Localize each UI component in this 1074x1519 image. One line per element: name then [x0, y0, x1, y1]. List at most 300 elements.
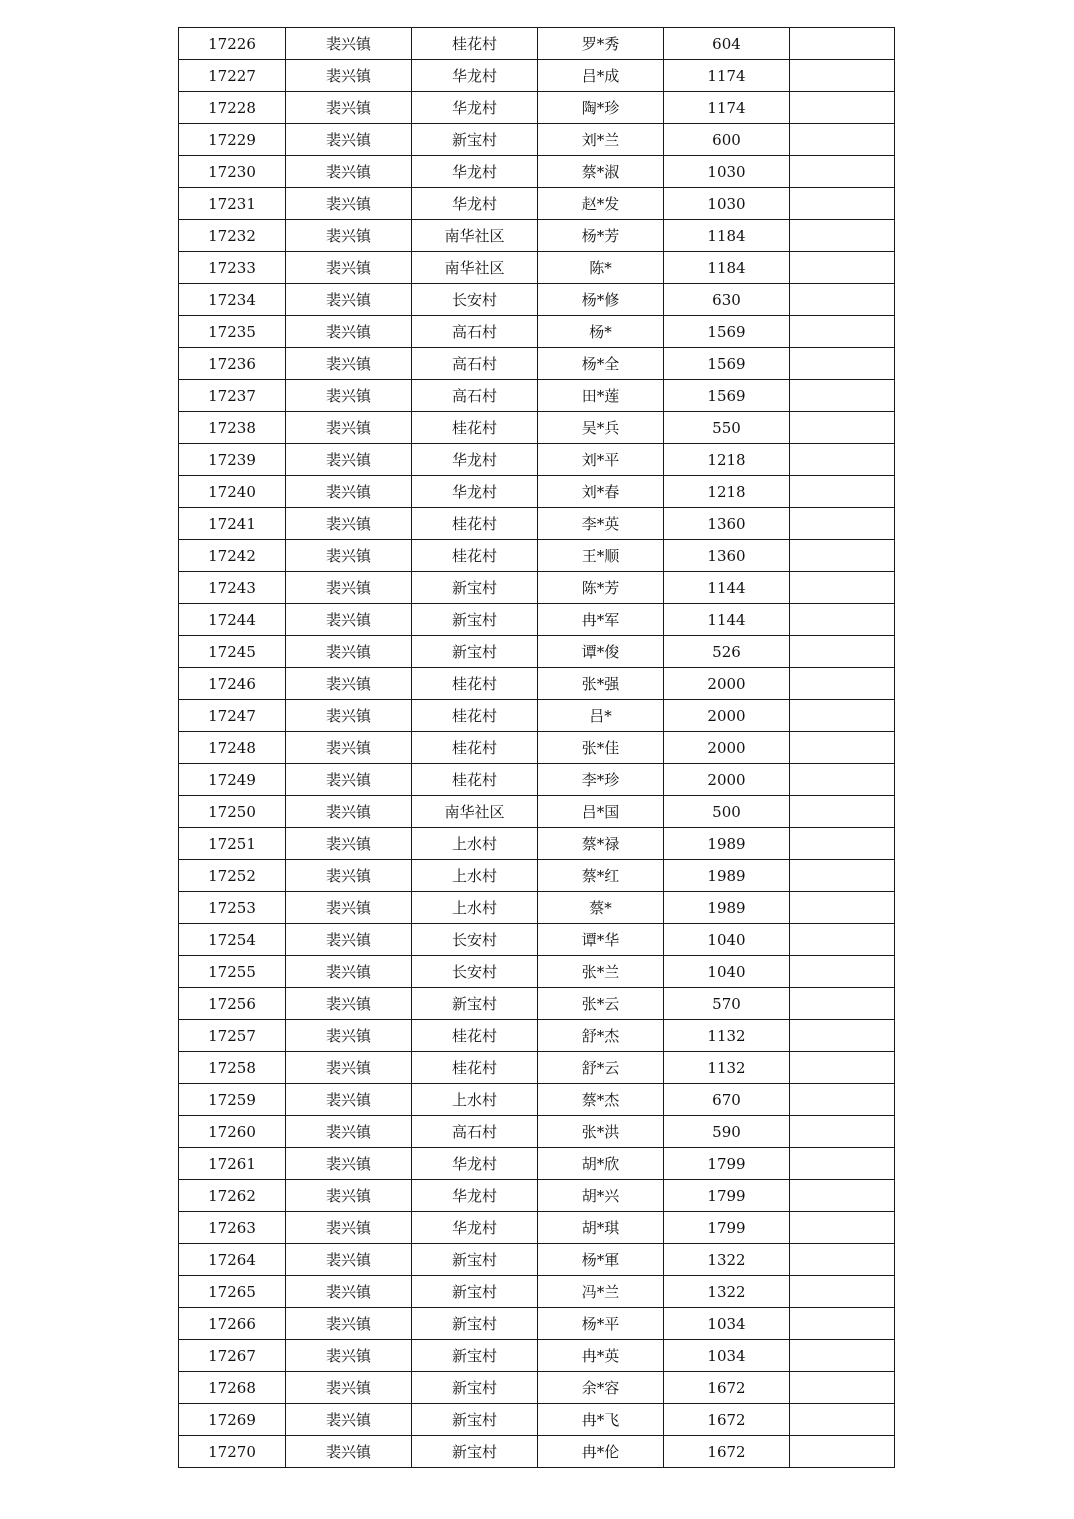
town-cell: 裴兴镇: [286, 220, 412, 252]
note-cell: [790, 380, 895, 412]
name-cell: 蔡*杰: [538, 1084, 664, 1116]
village-cell: 华龙村: [412, 444, 538, 476]
table-row: [179, 604, 895, 636]
name-cell: 胡*琪: [538, 1212, 664, 1244]
town-cell: 裴兴镇: [286, 92, 412, 124]
row-id-cell: 17238: [179, 412, 286, 444]
village-cell: 新宝村: [412, 988, 538, 1020]
town-cell: 裴兴镇: [286, 1020, 412, 1052]
table-row: [179, 1084, 895, 1116]
table-row: [179, 796, 895, 828]
village-cell: 高石村: [412, 348, 538, 380]
town-cell: 裴兴镇: [286, 1084, 412, 1116]
table-row: [179, 476, 895, 508]
name-cell: 冉*伦: [538, 1436, 664, 1468]
name-cell: 罗*秀: [538, 28, 664, 60]
row-id-cell: 17243: [179, 572, 286, 604]
note-cell: [790, 540, 895, 572]
amount-cell: 1989: [664, 892, 790, 924]
town-cell: 裴兴镇: [286, 636, 412, 668]
note-cell: [790, 604, 895, 636]
town-cell: 裴兴镇: [286, 1436, 412, 1468]
table-row: [179, 1116, 895, 1148]
table-row: [179, 1276, 895, 1308]
note-cell: [790, 1372, 895, 1404]
name-cell: 王*顺: [538, 540, 664, 572]
amount-cell: 1672: [664, 1404, 790, 1436]
village-cell: 新宝村: [412, 636, 538, 668]
row-id-cell: 17266: [179, 1308, 286, 1340]
village-cell: 华龙村: [412, 1148, 538, 1180]
row-id-cell: 17270: [179, 1436, 286, 1468]
amount-cell: 1322: [664, 1276, 790, 1308]
table-row: [179, 1372, 895, 1404]
row-id-cell: 17250: [179, 796, 286, 828]
note-cell: [790, 1308, 895, 1340]
row-id-cell: 17244: [179, 604, 286, 636]
amount-cell: 550: [664, 412, 790, 444]
table-row: [179, 636, 895, 668]
village-cell: 新宝村: [412, 1436, 538, 1468]
name-cell: 杨*修: [538, 284, 664, 316]
town-cell: 裴兴镇: [286, 1116, 412, 1148]
table-row: [179, 92, 895, 124]
amount-cell: 1034: [664, 1340, 790, 1372]
table-row: [179, 1244, 895, 1276]
table-row: [179, 1148, 895, 1180]
town-cell: 裴兴镇: [286, 924, 412, 956]
row-id-cell: 17231: [179, 188, 286, 220]
town-cell: 裴兴镇: [286, 956, 412, 988]
name-cell: 蔡*: [538, 892, 664, 924]
table-row: [179, 508, 895, 540]
name-cell: 吴*兵: [538, 412, 664, 444]
note-cell: [790, 476, 895, 508]
village-cell: 华龙村: [412, 1180, 538, 1212]
table-row: [179, 1020, 895, 1052]
note-cell: [790, 444, 895, 476]
name-cell: 冯*兰: [538, 1276, 664, 1308]
village-cell: 新宝村: [412, 1276, 538, 1308]
table-row: [179, 412, 895, 444]
table-row: [179, 828, 895, 860]
note-cell: [790, 572, 895, 604]
roster-table: [178, 27, 895, 1468]
row-id-cell: 17251: [179, 828, 286, 860]
amount-cell: 1132: [664, 1020, 790, 1052]
note-cell: [790, 1116, 895, 1148]
note-cell: [790, 1180, 895, 1212]
village-cell: 南华社区: [412, 796, 538, 828]
row-id-cell: 17253: [179, 892, 286, 924]
amount-cell: 2000: [664, 700, 790, 732]
table-row: [179, 700, 895, 732]
town-cell: 裴兴镇: [286, 828, 412, 860]
row-id-cell: 17242: [179, 540, 286, 572]
name-cell: 李*英: [538, 508, 664, 540]
row-id-cell: 17239: [179, 444, 286, 476]
town-cell: 裴兴镇: [286, 572, 412, 604]
town-cell: 裴兴镇: [286, 1212, 412, 1244]
amount-cell: 1672: [664, 1372, 790, 1404]
row-id-cell: 17233: [179, 252, 286, 284]
amount-cell: 1799: [664, 1180, 790, 1212]
note-cell: [790, 732, 895, 764]
note-cell: [790, 860, 895, 892]
village-cell: 新宝村: [412, 1372, 538, 1404]
amount-cell: 1040: [664, 924, 790, 956]
note-cell: [790, 316, 895, 348]
town-cell: 裴兴镇: [286, 1308, 412, 1340]
amount-cell: 570: [664, 988, 790, 1020]
name-cell: 张*强: [538, 668, 664, 700]
village-cell: 高石村: [412, 380, 538, 412]
name-cell: 张*云: [538, 988, 664, 1020]
note-cell: [790, 1212, 895, 1244]
amount-cell: 500: [664, 796, 790, 828]
town-cell: 裴兴镇: [286, 1340, 412, 1372]
amount-cell: 1030: [664, 188, 790, 220]
note-cell: [790, 156, 895, 188]
village-cell: 桂花村: [412, 668, 538, 700]
note-cell: [790, 924, 895, 956]
name-cell: 舒*云: [538, 1052, 664, 1084]
name-cell: 张*佳: [538, 732, 664, 764]
village-cell: 桂花村: [412, 540, 538, 572]
row-id-cell: 17269: [179, 1404, 286, 1436]
row-id-cell: 17229: [179, 124, 286, 156]
town-cell: 裴兴镇: [286, 348, 412, 380]
table-row: [179, 156, 895, 188]
amount-cell: 1322: [664, 1244, 790, 1276]
village-cell: 上水村: [412, 828, 538, 860]
note-cell: [790, 956, 895, 988]
note-cell: [790, 1276, 895, 1308]
row-id-cell: 17256: [179, 988, 286, 1020]
village-cell: 新宝村: [412, 1340, 538, 1372]
amount-cell: 1030: [664, 156, 790, 188]
village-cell: 新宝村: [412, 1308, 538, 1340]
row-id-cell: 17265: [179, 1276, 286, 1308]
village-cell: 上水村: [412, 1084, 538, 1116]
row-id-cell: 17249: [179, 764, 286, 796]
row-id-cell: 17227: [179, 60, 286, 92]
amount-cell: 1989: [664, 860, 790, 892]
table-row: [179, 860, 895, 892]
table-row: [179, 1180, 895, 1212]
town-cell: 裴兴镇: [286, 988, 412, 1020]
amount-cell: 604: [664, 28, 790, 60]
town-cell: 裴兴镇: [286, 412, 412, 444]
note-cell: [790, 988, 895, 1020]
row-id-cell: 17236: [179, 348, 286, 380]
amount-cell: 590: [664, 1116, 790, 1148]
amount-cell: 1989: [664, 828, 790, 860]
row-id-cell: 17230: [179, 156, 286, 188]
table-row: [179, 764, 895, 796]
note-cell: [790, 1052, 895, 1084]
name-cell: 胡*兴: [538, 1180, 664, 1212]
table-row: [179, 188, 895, 220]
name-cell: 蔡*禄: [538, 828, 664, 860]
note-cell: [790, 1084, 895, 1116]
note-cell: [790, 892, 895, 924]
table-row: [179, 252, 895, 284]
town-cell: 裴兴镇: [286, 732, 412, 764]
roster-table-body: [179, 28, 895, 1468]
table-row: [179, 572, 895, 604]
note-cell: [790, 1340, 895, 1372]
town-cell: 裴兴镇: [286, 188, 412, 220]
town-cell: 裴兴镇: [286, 540, 412, 572]
table-row: [179, 124, 895, 156]
name-cell: 冉*飞: [538, 1404, 664, 1436]
table-row: [179, 540, 895, 572]
village-cell: 长安村: [412, 284, 538, 316]
note-cell: [790, 92, 895, 124]
town-cell: 裴兴镇: [286, 1372, 412, 1404]
town-cell: 裴兴镇: [286, 892, 412, 924]
amount-cell: 2000: [664, 764, 790, 796]
town-cell: 裴兴镇: [286, 252, 412, 284]
village-cell: 华龙村: [412, 1212, 538, 1244]
row-id-cell: 17255: [179, 956, 286, 988]
table-row: [179, 1308, 895, 1340]
row-id-cell: 17252: [179, 860, 286, 892]
note-cell: [790, 28, 895, 60]
name-cell: 胡*欣: [538, 1148, 664, 1180]
amount-cell: 2000: [664, 732, 790, 764]
town-cell: 裴兴镇: [286, 700, 412, 732]
village-cell: 桂花村: [412, 732, 538, 764]
row-id-cell: 17246: [179, 668, 286, 700]
note-cell: [790, 764, 895, 796]
note-cell: [790, 252, 895, 284]
village-cell: 长安村: [412, 924, 538, 956]
table-row: [179, 732, 895, 764]
note-cell: [790, 636, 895, 668]
table-row: [179, 1340, 895, 1372]
amount-cell: 526: [664, 636, 790, 668]
amount-cell: 1218: [664, 476, 790, 508]
town-cell: 裴兴镇: [286, 1276, 412, 1308]
note-cell: [790, 1404, 895, 1436]
row-id-cell: 17234: [179, 284, 286, 316]
table-row: [179, 988, 895, 1020]
town-cell: 裴兴镇: [286, 156, 412, 188]
table-row: [179, 220, 895, 252]
name-cell: 冉*军: [538, 604, 664, 636]
amount-cell: 1184: [664, 220, 790, 252]
table-row: [179, 1436, 895, 1468]
amount-cell: 1360: [664, 540, 790, 572]
town-cell: 裴兴镇: [286, 1180, 412, 1212]
village-cell: 新宝村: [412, 1404, 538, 1436]
row-id-cell: 17245: [179, 636, 286, 668]
village-cell: 南华社区: [412, 220, 538, 252]
name-cell: 张*兰: [538, 956, 664, 988]
amount-cell: 1360: [664, 508, 790, 540]
row-id-cell: 17241: [179, 508, 286, 540]
village-cell: 上水村: [412, 892, 538, 924]
village-cell: 桂花村: [412, 508, 538, 540]
name-cell: 杨*芳: [538, 220, 664, 252]
note-cell: [790, 796, 895, 828]
row-id-cell: 17226: [179, 28, 286, 60]
amount-cell: 1184: [664, 252, 790, 284]
row-id-cell: 17259: [179, 1084, 286, 1116]
note-cell: [790, 668, 895, 700]
note-cell: [790, 828, 895, 860]
table-row: [179, 316, 895, 348]
name-cell: 张*洪: [538, 1116, 664, 1148]
row-id-cell: 17235: [179, 316, 286, 348]
village-cell: 新宝村: [412, 124, 538, 156]
name-cell: 蔡*淑: [538, 156, 664, 188]
town-cell: 裴兴镇: [286, 1148, 412, 1180]
village-cell: 高石村: [412, 316, 538, 348]
amount-cell: 1144: [664, 604, 790, 636]
name-cell: 谭*华: [538, 924, 664, 956]
table-row: [179, 380, 895, 412]
row-id-cell: 17263: [179, 1212, 286, 1244]
village-cell: 华龙村: [412, 476, 538, 508]
table-row: [179, 60, 895, 92]
note-cell: [790, 1436, 895, 1468]
table-row: [179, 1052, 895, 1084]
row-id-cell: 17228: [179, 92, 286, 124]
town-cell: 裴兴镇: [286, 476, 412, 508]
name-cell: 蔡*红: [538, 860, 664, 892]
village-cell: 桂花村: [412, 28, 538, 60]
town-cell: 裴兴镇: [286, 604, 412, 636]
village-cell: 高石村: [412, 1116, 538, 1148]
name-cell: 杨*全: [538, 348, 664, 380]
row-id-cell: 17257: [179, 1020, 286, 1052]
note-cell: [790, 348, 895, 380]
note-cell: [790, 60, 895, 92]
village-cell: 桂花村: [412, 412, 538, 444]
note-cell: [790, 1244, 895, 1276]
name-cell: 舒*杰: [538, 1020, 664, 1052]
village-cell: 华龙村: [412, 92, 538, 124]
name-cell: 刘*兰: [538, 124, 664, 156]
table-row: [179, 892, 895, 924]
row-id-cell: 17261: [179, 1148, 286, 1180]
amount-cell: 1034: [664, 1308, 790, 1340]
row-id-cell: 17247: [179, 700, 286, 732]
town-cell: 裴兴镇: [286, 508, 412, 540]
amount-cell: 1174: [664, 92, 790, 124]
name-cell: 余*容: [538, 1372, 664, 1404]
table-row: [179, 668, 895, 700]
amount-cell: 1218: [664, 444, 790, 476]
village-cell: 桂花村: [412, 1020, 538, 1052]
amount-cell: 1144: [664, 572, 790, 604]
town-cell: 裴兴镇: [286, 60, 412, 92]
amount-cell: 1132: [664, 1052, 790, 1084]
note-cell: [790, 284, 895, 316]
note-cell: [790, 1148, 895, 1180]
name-cell: 吕*成: [538, 60, 664, 92]
village-cell: 新宝村: [412, 604, 538, 636]
name-cell: 刘*平: [538, 444, 664, 476]
note-cell: [790, 700, 895, 732]
table-row: [179, 348, 895, 380]
village-cell: 华龙村: [412, 60, 538, 92]
row-id-cell: 17232: [179, 220, 286, 252]
row-id-cell: 17248: [179, 732, 286, 764]
village-cell: 新宝村: [412, 1244, 538, 1276]
name-cell: 杨*軍: [538, 1244, 664, 1276]
town-cell: 裴兴镇: [286, 796, 412, 828]
town-cell: 裴兴镇: [286, 668, 412, 700]
town-cell: 裴兴镇: [286, 28, 412, 60]
amount-cell: 1040: [664, 956, 790, 988]
note-cell: [790, 508, 895, 540]
town-cell: 裴兴镇: [286, 124, 412, 156]
village-cell: 华龙村: [412, 156, 538, 188]
amount-cell: 2000: [664, 668, 790, 700]
table-row: [179, 924, 895, 956]
table-row: [179, 1404, 895, 1436]
village-cell: 桂花村: [412, 764, 538, 796]
town-cell: 裴兴镇: [286, 1052, 412, 1084]
row-id-cell: 17264: [179, 1244, 286, 1276]
village-cell: 新宝村: [412, 572, 538, 604]
note-cell: [790, 412, 895, 444]
name-cell: 陈*芳: [538, 572, 664, 604]
row-id-cell: 17262: [179, 1180, 286, 1212]
village-cell: 上水村: [412, 860, 538, 892]
town-cell: 裴兴镇: [286, 444, 412, 476]
note-cell: [790, 124, 895, 156]
amount-cell: 1799: [664, 1212, 790, 1244]
town-cell: 裴兴镇: [286, 316, 412, 348]
row-id-cell: 17237: [179, 380, 286, 412]
name-cell: 杨*: [538, 316, 664, 348]
name-cell: 李*珍: [538, 764, 664, 796]
note-cell: [790, 1020, 895, 1052]
village-cell: 南华社区: [412, 252, 538, 284]
name-cell: 冉*英: [538, 1340, 664, 1372]
row-id-cell: 17268: [179, 1372, 286, 1404]
amount-cell: 600: [664, 124, 790, 156]
town-cell: 裴兴镇: [286, 1244, 412, 1276]
table-row: [179, 444, 895, 476]
row-id-cell: 17254: [179, 924, 286, 956]
name-cell: 陶*珍: [538, 92, 664, 124]
amount-cell: 1569: [664, 316, 790, 348]
village-cell: 长安村: [412, 956, 538, 988]
town-cell: 裴兴镇: [286, 860, 412, 892]
table-row: [179, 956, 895, 988]
row-id-cell: 17260: [179, 1116, 286, 1148]
amount-cell: 1569: [664, 348, 790, 380]
village-cell: 华龙村: [412, 188, 538, 220]
name-cell: 吕*: [538, 700, 664, 732]
table-row: [179, 1212, 895, 1244]
village-cell: 桂花村: [412, 700, 538, 732]
town-cell: 裴兴镇: [286, 284, 412, 316]
name-cell: 陈*: [538, 252, 664, 284]
name-cell: 吕*国: [538, 796, 664, 828]
village-cell: 桂花村: [412, 1052, 538, 1084]
note-cell: [790, 220, 895, 252]
town-cell: 裴兴镇: [286, 380, 412, 412]
amount-cell: 630: [664, 284, 790, 316]
town-cell: 裴兴镇: [286, 764, 412, 796]
